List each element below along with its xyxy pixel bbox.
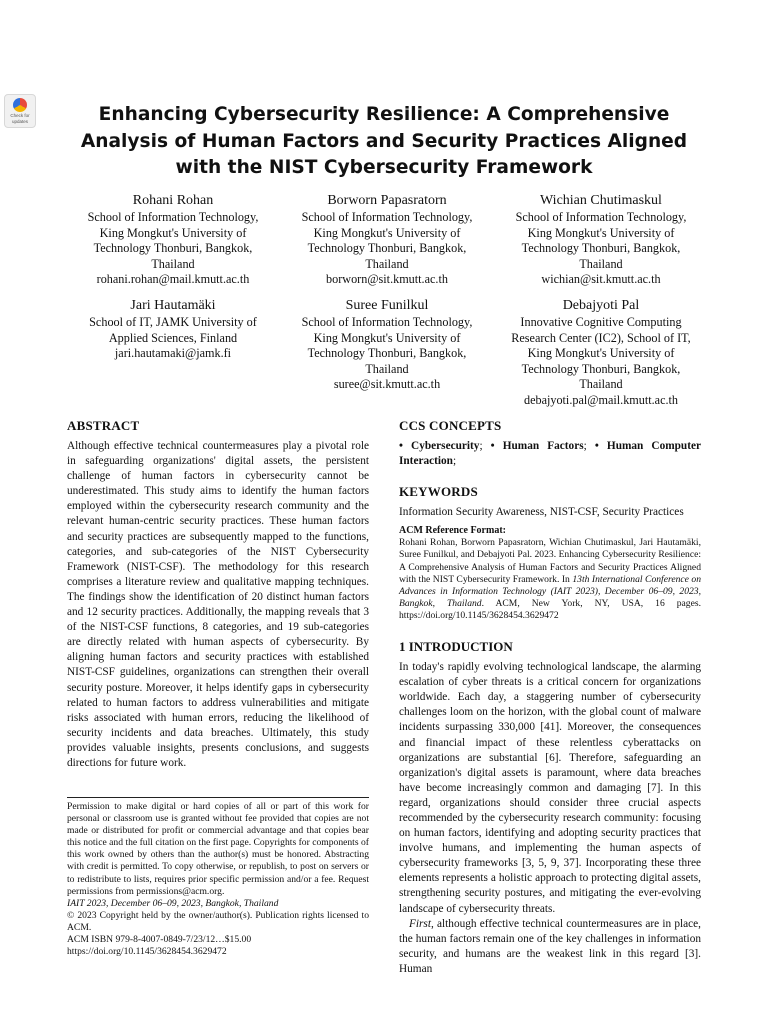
abstract-text: Although effective technical countermeasures play a pivotal role in safeguarding organizations' digital assets, the persistent challenge of human factors in cybersecurity cannot be underestimated. This study aims to identify the human factors employed within the cybersecurity research community and the relevant human-centric security practices. These human factors and security practices are subsequently mapped to the functions, categories, and sub-categories of the NIST Cybersecurity Framework (NIST-CSF). The methodology for this research comprises a literature review and qualitative mapping techniques. The findings show the identification of 20 distinct human factors and 12 security practices. Additionally, the mapping reveals that 3 of the NIST-CSF functions, 8 categories, and 19 sub-categories are directly related with human aspects of cybersecurity. By aligning human factors and security practices with established NIST-CSF guidelines, organizations can strengthen their overall security posture. Moreover, it helps identify gaps in cybersecurity related to human factors to address vulnerabilities and mitigate risks associated with human errors, reducing the likelihood of security incidents and data breaches. Ultimately, this study provides valuable insights, presents conclusions, and suggests directions for future work. (67, 440, 369, 769)
author-affiliation-line: Thailand (365, 256, 409, 271)
author-email: wichian@sit.kmutt.ac.th (541, 272, 661, 286)
ccs-concept: • Human Computer Interaction (399, 440, 701, 468)
author-name: Rohani Rohan (132, 193, 214, 208)
author-email: jari.hautamaki@jamk.fi (114, 346, 232, 360)
isbn-line: ACM ISBN 979-8-4007-0849-7/23/12…$15.00 (67, 934, 252, 946)
ccs-concept: • Cybersecurity (399, 440, 480, 452)
author-affiliation-line: Thailand (579, 377, 623, 391)
footnote-divider (67, 797, 369, 798)
keywords-text: Information Security Awareness, NIST-CSF, Security Practices (399, 506, 684, 519)
introduction-paragraph-2 (399, 917, 701, 977)
keywords-heading: KEYWORDS (399, 484, 478, 500)
author-affiliation-line: Technology Thonburi, Bangkok, (307, 241, 467, 255)
author-affiliation-line: Technology Thonburi, Bangkok, (307, 346, 467, 360)
permission-text: Permission to make digital or hard copies of all or part of this work for personal or classroom use is granted without fee provided that copies are not made or distributed for profit or commercial advantage and that copies bear this notice and the full citation on the first page. Copyrights for components of this work owned by others than the author(s) must be honored. Abstracting with credit is permitted. To copy otherwise, or republish, to post on servers or to redistribute to lists, requires prior specific permission and/or a fee. Request permissions from permissions@acm.org. (67, 801, 369, 897)
author-affiliation-line: King Mongkut's University of (313, 330, 461, 345)
author-affiliation-line: School of IT, JAMK University of (89, 315, 257, 329)
introduction-paragraph-2-text: , although effective technical countermeasures are in place, the human factors remain one of the key challenges in information security, and humans are the weakest link in this regard [3]. Human (399, 917, 701, 975)
author-block (510, 192, 692, 288)
check-for-updates-icon (13, 98, 27, 112)
paper-title: Enhancing Cybersecurity Resilience: A Comprehensive Analysis of Human Factors and Security Practices Aligned with the NIST Cybersecurity Framework (80, 104, 688, 178)
abstract-section (67, 418, 369, 771)
author-affiliation-line: Applied Sciences, Finland (108, 330, 238, 345)
author-affiliation-line: School of Information Technology, (515, 210, 687, 224)
badge-line1: Check for (10, 113, 30, 118)
reference-venue: 13th International Conference on Advances in Information Technology (IAIT 2023), December 06–09, 2023, Bangkok, Thailand (399, 573, 702, 609)
ccs-separator: ; (583, 440, 595, 452)
right-column (399, 418, 701, 977)
author-affiliation-line: School of Information Technology, (301, 210, 473, 224)
author-name: Borworn Papasratorn (327, 193, 447, 208)
author-affiliation-line: King Mongkut's University of (527, 346, 675, 360)
author-row-1 (82, 192, 692, 288)
ccs-separator: ; (479, 440, 491, 452)
introduction-heading: 1 INTRODUCTION (399, 639, 513, 655)
author-affiliation-line: Research Center (IC2), School of IT, (511, 330, 691, 345)
ccs-heading: CCS CONCEPTS (399, 418, 502, 433)
ccs-concept: • Human Factors (490, 440, 584, 452)
author-email: suree@sit.kmutt.ac.th (333, 377, 441, 391)
author-affiliation-line: Technology Thonburi, Bangkok, (93, 241, 253, 255)
reference-tail: . ACM, New York, NY, USA, 16 pages. https://doi.org/10.1145/3628454.3629472 (399, 597, 701, 621)
author-email: debajyoti.pal@mail.kmutt.ac.th (523, 392, 679, 407)
abstract-heading: ABSTRACT (67, 418, 140, 433)
venue-line: IAIT 2023, December 06–09, 2023, Bangkok, Thailand (67, 897, 279, 909)
author-affiliation-line: School of Information Technology, (301, 315, 473, 329)
check-for-updates-badge[interactable] (4, 94, 36, 128)
author-affiliation-line: King Mongkut's University of (99, 225, 247, 240)
ccs-separator: ; (452, 455, 457, 468)
author-affiliation-line: Thailand (579, 256, 623, 271)
reference-text (399, 537, 701, 622)
author-affiliation-line: Thailand (365, 361, 409, 376)
doi-link[interactable]: https://doi.org/10.1145/3628454.3629472 (67, 946, 227, 958)
copyright-line: © 2023 Copyright held by the owner/author(s). Publication rights licensed to ACM. (67, 909, 369, 933)
author-block (82, 297, 264, 408)
introduction-lead: First (409, 917, 431, 930)
author-name: Debajyoti Pal (562, 298, 640, 313)
author-email: rohani.rohan@mail.kmutt.ac.th (96, 272, 250, 286)
introduction-paragraph-1: In today's rapidly evolving technological landscape, the alarming escalation of cyber threats is a critical concern for organizations worldwide. Each day, a staggering number of cybersecurity challenges loom on the horizon, with the global count of malware incidents surpassing 330,000 [41]. Moreover, the consequences and financial impact of these relentless cyberattacks on organizations are substantial [6]. Therefore, safeguarding an organization's digital assets is paramount, where data breaches have become increasingly common and damaging [7]. In this regard, organizations should consider three crucial aspects recommended by the cybersecurity research community: focusing on human factors, identifying and adopting security practices that involve humans, and implementing the human aspects of cybersecurity frameworks [3, 5, 9, 37]. Incorporating these three elements represents a holistic approach to protecting digital assets, strengthening security postures, and mitigating the ever-evolving landscape of cybersecurity threats. (399, 661, 701, 915)
author-block (510, 297, 692, 408)
author-affiliation-line: King Mongkut's University of (313, 225, 461, 240)
permission-block (67, 801, 369, 958)
author-affiliation-line: School of Information Technology, (87, 210, 259, 224)
author-name: Wichian Chutimaskul (540, 193, 662, 208)
badge-line2: updates (11, 119, 28, 124)
reference-heading: ACM Reference Format: (399, 525, 506, 537)
author-name: Suree Funilkul (345, 298, 429, 313)
author-row-2 (82, 297, 692, 408)
author-affiliation-line: Innovative Cognitive Computing (520, 315, 682, 329)
author-affiliation-line: King Mongkut's University of (527, 225, 675, 240)
author-block (82, 192, 264, 288)
ccs-concepts (399, 439, 701, 469)
author-email: borworn@sit.kmutt.ac.th (326, 272, 448, 286)
author-block (296, 297, 478, 408)
author-affiliation-line: Thailand (151, 256, 195, 271)
author-affiliation-line: Technology Thonburi, Bangkok, (521, 241, 681, 255)
author-affiliation-line: Technology Thonburi, Bangkok, (521, 361, 681, 376)
author-name: Jari Hautamäki (130, 298, 216, 313)
reference-authors: Rohani Rohan, Borworn Papasratorn, Wichian Chutimaskul, Jari Hautamäki, Suree Funilkul, and Debajyoti Pal. 2023. Enhancing Cybersecurity Resilience: A Comprehensive Analysis of Human Factors and Security Practices Aligned with the NIST Cybersecurity Framework. In (399, 537, 701, 585)
author-block (296, 192, 478, 288)
